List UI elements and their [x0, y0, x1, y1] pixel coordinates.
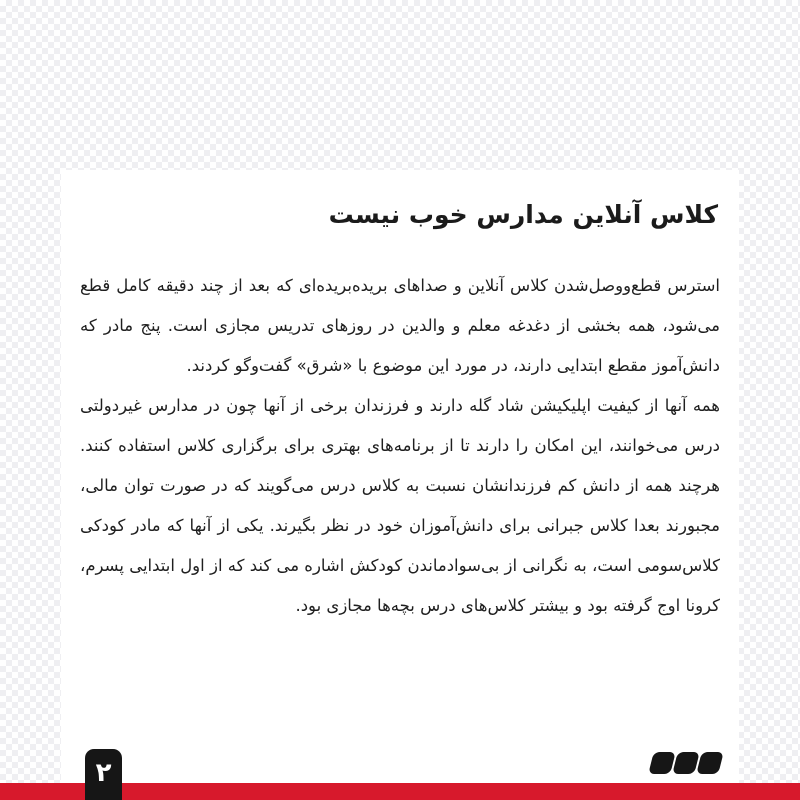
three-dots-icon	[651, 752, 723, 776]
dot-icon	[672, 752, 699, 774]
page-number-badge: ۲	[85, 749, 122, 800]
article-body	[80, 266, 720, 626]
paragraph-2: همه آنها از کیفیت اپلیکیشن شاد گله دارند و فرزندان برخی از آنها چون در مدارس غیردولتی درس می‌خوانند، این امکان را دارند تا از برنامه‌های بهتری برای برگزاری کلاس استفاده کنند. هرچند همه از دانش کم فرزندانشان نسبت به کلاس درس می‌گویند که در صورت توان مالی، مجبورند بعدا کلاس جبرانی برای دانش‌آموزان خود در نظر بگیرند. یکی از آنها که مادر کودکی کلاس‌سومی است، به نگرانی از بی‌سوادماندن کودکش اشاره می کند که از اول ابتدایی پسرم، کرونا اوج گرفته بود و بیشتر کلاس‌های درس بچه‌ها مجازی بود.	[80, 396, 720, 615]
dot-icon	[696, 752, 723, 774]
dot-icon	[648, 752, 675, 774]
article-title: کلاس آنلاین مدارس خوب نیست	[328, 200, 718, 229]
paragraph-1: استرس قطع‌ووصل‌شدن کلاس آنلاین و صداهای بریده‌بریده‌ای که بعد از چند دقیقه کامل قطع می‌شود، همه بخشی از دغدغه معلم و والدین در روزهای تدریس مجازی است. پنج مادر که دانش‌آموز مقطع ابتدایی دارند، در مورد این موضوع با «شرق» گفت‌وگو کردند.	[80, 276, 720, 375]
